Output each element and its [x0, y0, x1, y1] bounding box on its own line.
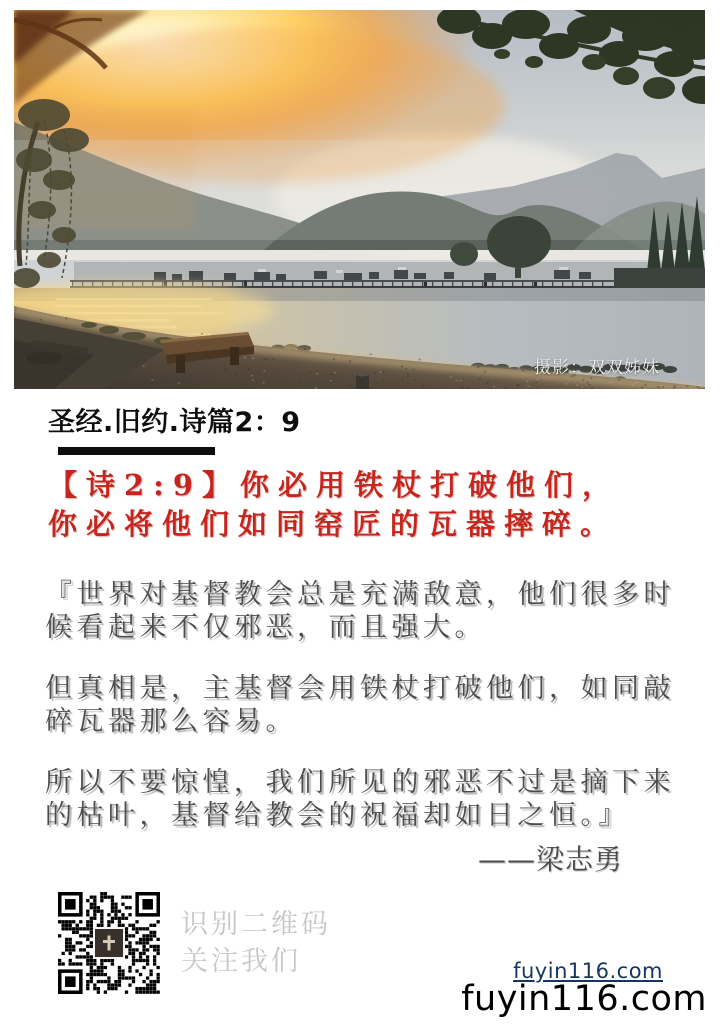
site-name: fuyin116.com [461, 979, 707, 1019]
photo-river-bridge [14, 10, 705, 389]
qr-caption-line2: 关注我们 [181, 946, 301, 977]
photo-credit: 摄影：双双姊妹 [534, 358, 660, 378]
attribution: ——梁志勇 [477, 843, 623, 876]
verse-text: 【诗2:9】你必用铁杖打破他们，你必将他们如同窑匠的瓦器摔碎。 [48, 468, 621, 541]
commentary-paragraph: 『世界对基督教会总是充满敌意，他们很多时候看起来不仅邪恶，而且强大。 [45, 579, 675, 643]
cross-icon [99, 933, 119, 953]
qr-center-logo [93, 927, 125, 959]
commentary [45, 578, 687, 860]
title-underline [58, 447, 215, 455]
qr-code[interactable] [58, 892, 160, 994]
qr-caption-line1: 识别二维码 [181, 909, 331, 940]
commentary-paragraph: 所以不要惊惶，我们所见的邪恶不过是摘下来的枯叶，基督给教会的祝福却如日之恒。』 [45, 767, 675, 831]
commentary-paragraph: 但真相是，主基督会用铁杖打破他们，如同敲碎瓦器那么容易。 [45, 673, 675, 737]
qr-caption [181, 906, 331, 980]
wooden-post [356, 372, 369, 390]
photo-scene-graphic [14, 10, 705, 389]
page-title: 圣经.旧约.诗篇2：9 [48, 407, 301, 438]
site-link[interactable]: fuyin116.com [513, 959, 663, 983]
